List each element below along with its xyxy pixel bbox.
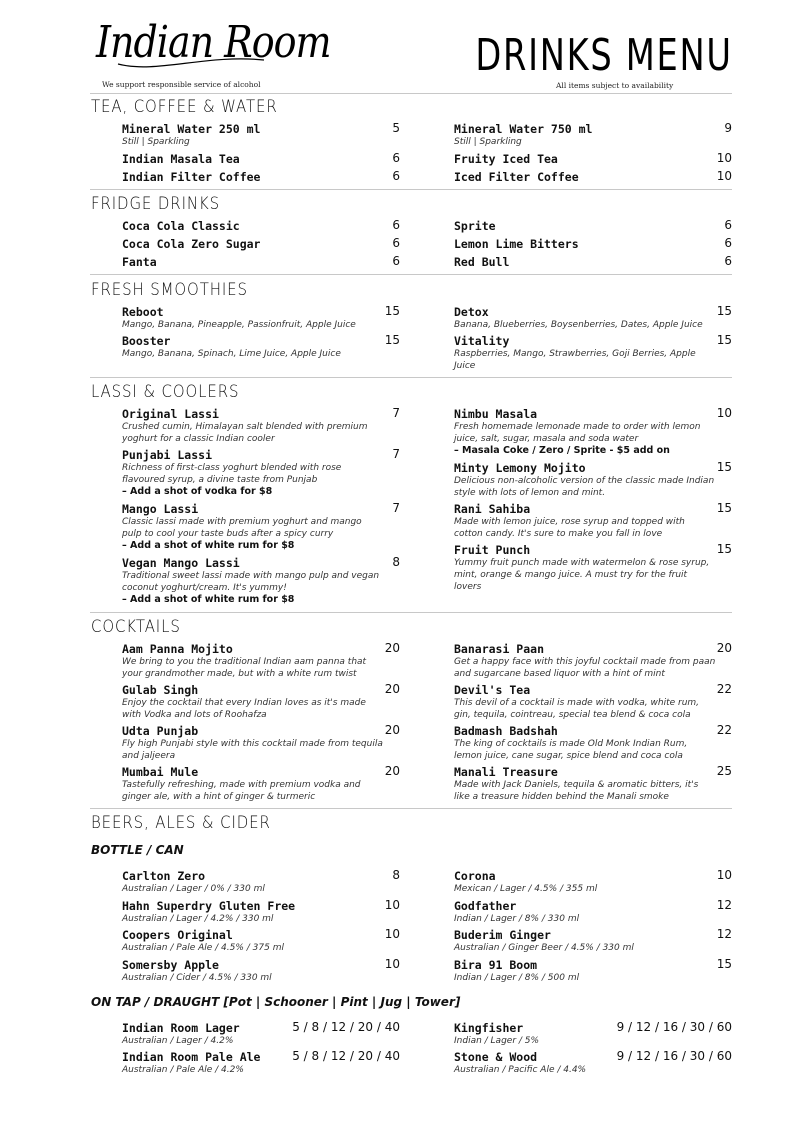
item-desc: Mango, Banana, Pineapple, Passionfruit, Apple Juice [122, 320, 356, 330]
menu-item [122, 556, 384, 606]
item-desc: We bring to you the traditional Indian aam panna that your grandmother made, but with a white rum twist [122, 657, 367, 679]
item-name: Somersby Apple [122, 958, 219, 972]
menu-item [122, 448, 384, 498]
item-name: Mineral Water 250 ml [122, 122, 261, 136]
item-price: 9 / 12 / 16 / 30 / 60 [616, 1049, 732, 1063]
item-price: 10 [716, 868, 732, 882]
item-name: Fanta [122, 255, 157, 269]
item-desc: Australian / Cider / 4.5% / 330 ml [122, 973, 272, 983]
item-price: 6 [392, 151, 400, 165]
menu-item [454, 683, 716, 721]
item-price: 12 [716, 927, 732, 941]
item-name: Coca Cola Classic [122, 219, 240, 233]
item-price: 6 [392, 236, 400, 250]
item-name: Punjabi Lassi [122, 448, 213, 462]
menu-item [122, 237, 384, 251]
item-desc: Indian / Lager / 8% / 500 ml [454, 973, 580, 983]
menu-item [454, 170, 716, 184]
menu-item [454, 152, 716, 166]
item-desc: Raspberries, Mango, Strawberries, Goji Berries, Apple Juice [454, 349, 696, 371]
divider [90, 612, 732, 613]
menu-item [122, 724, 384, 762]
item-name: Original Lassi [122, 407, 219, 421]
item-name: Manali Treasure [454, 765, 558, 779]
item-price: 5 [392, 121, 400, 135]
menu-item [122, 958, 384, 984]
item-price: 5 / 8 / 12 / 20 / 40 [292, 1020, 400, 1034]
item-name: Indian Filter Coffee [122, 170, 261, 184]
item-price: 15 [716, 957, 732, 971]
item-price: 15 [716, 501, 732, 515]
item-price: 10 [716, 151, 732, 165]
item-price: 8 [392, 868, 400, 882]
menu-item [122, 170, 384, 184]
item-desc: Australian / Pale Ale / 4.5% / 375 ml [122, 943, 284, 953]
item-price: 15 [716, 542, 732, 556]
item-name: Mumbai Mule [122, 765, 199, 779]
item-desc: Australian / Ginger Beer / 4.5% / 330 ml [454, 943, 634, 953]
section-title-cocktails: COCKTAILS [91, 617, 181, 637]
item-name: Mineral Water 750 ml [454, 122, 593, 136]
section-title-beers: BEERS, ALES & CIDER [91, 813, 271, 833]
item-name: Kingfisher [454, 1021, 524, 1035]
item-addon: – Masala Coke / Zero / Sprite - $5 add on [454, 445, 670, 456]
menu-item [122, 899, 384, 925]
item-name: Lemon Lime Bitters [454, 237, 579, 251]
subsection-title-bottle: BOTTLE / CAN [91, 843, 184, 857]
divider [90, 377, 732, 378]
item-price: 22 [716, 723, 732, 737]
item-price: 8 [392, 555, 400, 569]
item-name: Mango Lassi [122, 502, 199, 516]
section-title-fridge: FRIDGE DRINKS [91, 194, 221, 214]
item-name: Vegan Mango Lassi [122, 556, 240, 570]
logo-swoosh-icon [116, 52, 266, 72]
item-price: 9 / 12 / 16 / 30 / 60 [616, 1020, 732, 1034]
subsection-title-tap: ON TAP / DRAUGHT [Pot | Schooner | Pint | Jug | Tower] [91, 995, 461, 1009]
item-name: Bira 91 Boom [454, 958, 538, 972]
menu-item [122, 255, 384, 269]
item-desc: Still | Sparkling [454, 137, 522, 147]
item-name: Udta Punjab [122, 724, 199, 738]
item-name: Rani Sahiba [454, 502, 531, 516]
item-price: 10 [384, 898, 400, 912]
menu-item [122, 122, 384, 148]
item-desc: Richness of first-class yoghurt blended with rose flavoured syrup, a divine taste from Punjab [122, 463, 342, 485]
item-name: Indian Masala Tea [122, 152, 240, 166]
menu-item [454, 958, 716, 984]
item-price: 6 [724, 254, 732, 268]
item-addon: – Add a shot of white rum for $8 [122, 594, 295, 605]
item-desc: Get a happy face with this joyful cocktail made from paan and sugarcane based liquor with a hint of mint [454, 657, 716, 679]
item-desc: Tastefully refreshing, made with premium vodka and ginger ale, with a hint of ginger & turmeric [122, 780, 361, 802]
item-desc: Australian / Lager / 0% / 330 ml [122, 884, 265, 894]
logo [96, 14, 331, 89]
item-name: Devil's Tea [454, 683, 531, 697]
item-price: 20 [716, 641, 732, 655]
item-addon: – Add a shot of vodka for $8 [122, 486, 273, 497]
item-desc: Indian / Lager / 5% [454, 1036, 540, 1046]
item-name: Gulab Singh [122, 683, 199, 697]
section-title-tea: TEA, COFFEE & WATER [91, 97, 278, 117]
item-price: 15 [716, 460, 732, 474]
menu-item [454, 334, 716, 372]
menu-item [454, 219, 716, 233]
menu-item [454, 765, 716, 803]
menu-item [454, 869, 716, 895]
menu-item [454, 502, 716, 540]
item-price: 7 [392, 501, 400, 515]
item-desc: Made with Jack Daniels, tequila & aromatic bitters, it's like a treasure hidden behind the Manali smoke [454, 780, 699, 802]
divider [90, 93, 732, 94]
item-price: 20 [384, 641, 400, 655]
item-desc: Fly high Punjabi style with this cocktail made from tequila and jaljeera [122, 739, 383, 761]
item-desc: Crushed cumin, Himalayan salt blended with premium yoghurt for a classic Indian cooler [122, 422, 368, 444]
item-price: 20 [384, 764, 400, 778]
item-price: 10 [384, 957, 400, 971]
menu-item [122, 502, 384, 552]
page-subtitle: All items subject to availability [556, 81, 674, 90]
item-desc: Indian / Lager / 8% / 330 ml [454, 914, 580, 924]
item-name: Coopers Original [122, 928, 233, 942]
item-desc: Still | Sparkling [122, 137, 190, 147]
item-name: Stone & Wood [454, 1050, 538, 1064]
item-price: 22 [716, 682, 732, 696]
item-price: 9 [724, 121, 732, 135]
item-name: Coca Cola Zero Sugar [122, 237, 261, 251]
section-title-smoothies: FRESH SMOOTHIES [91, 280, 248, 300]
item-name: Minty Lemony Mojito [454, 461, 586, 475]
menu-item [122, 219, 384, 233]
menu-item [122, 642, 384, 680]
item-addon: – Add a shot of white rum for $8 [122, 540, 295, 551]
item-name: Reboot [122, 305, 164, 319]
menu-item [122, 305, 384, 331]
item-price: 15 [384, 333, 400, 347]
item-desc: Enjoy the cocktail that every Indian loves as it's made with Vodka and lots of Roohafza [122, 698, 366, 720]
menu-item [454, 237, 716, 251]
section-title-lassi: LASSI & COOLERS [91, 382, 240, 402]
item-name: Badmash Badshah [454, 724, 558, 738]
item-price: 15 [716, 304, 732, 318]
logo-text: Indian Room [96, 16, 331, 68]
item-desc: Traditional sweet lassi made with mango pulp and vegan coconut yoghurt/cream. It's yummy! [122, 571, 380, 593]
item-name: Booster [122, 334, 171, 348]
item-name: Iced Filter Coffee [454, 170, 579, 184]
item-desc: Mango, Banana, Spinach, Lime Juice, Apple Juice [122, 349, 341, 359]
menu-item [122, 152, 384, 166]
item-desc: Made with lemon juice, rose syrup and topped with cotton candy. It's sure to make you fall in love [454, 517, 685, 539]
menu-item [454, 543, 716, 593]
item-desc: Fresh homemade lemonade made to order with lemon juice, salt, sugar, masala and soda water [454, 422, 701, 444]
item-name: Red Bull [454, 255, 510, 269]
menu-item [454, 305, 716, 331]
item-name: Buderim Ginger [454, 928, 551, 942]
item-desc: Banana, Blueberries, Boysenberries, Dates, Apple Juice [454, 320, 703, 330]
item-name: Indian Room Lager [122, 1021, 240, 1035]
item-price: 10 [716, 169, 732, 183]
item-name: Sprite [454, 219, 496, 233]
item-name: Fruity Iced Tea [454, 152, 558, 166]
item-price: 6 [724, 218, 732, 232]
menu-item [122, 869, 384, 895]
item-name: Indian Room Pale Ale [122, 1050, 261, 1064]
item-desc: Australian / Pale Ale / 4.2% [122, 1065, 244, 1075]
menu-item [454, 724, 716, 762]
item-price: 12 [716, 898, 732, 912]
item-desc: Australian / Pacific Ale / 4.4% [454, 1065, 587, 1075]
item-name: Aam Panna Mojito [122, 642, 233, 656]
menu-item [122, 928, 384, 954]
item-name: Carlton Zero [122, 869, 206, 883]
page-title: DRINKS MENU [475, 30, 733, 81]
menu-item [122, 334, 384, 360]
item-price: 6 [392, 218, 400, 232]
item-name: Hahn Superdry Gluten Free [122, 899, 296, 913]
item-desc: Classic lassi made with premium yoghurt and mango pulp to cool your taste buds after a spicy curry [122, 517, 362, 539]
item-desc: Australian / Lager / 4.2% / 330 ml [122, 914, 274, 924]
item-price: 6 [392, 254, 400, 268]
menu-item [454, 255, 716, 269]
item-price: 15 [716, 333, 732, 347]
item-price: 20 [384, 682, 400, 696]
item-desc: The king of cocktails is made Old Monk Indian Rum, lemon juice, cane sugar, spice blend and coca cola [454, 739, 688, 761]
item-price: 10 [384, 927, 400, 941]
item-price: 6 [724, 236, 732, 250]
menu-item [454, 928, 716, 954]
menu-item [454, 122, 716, 148]
divider [90, 274, 732, 275]
item-name: Fruit Punch [454, 543, 531, 557]
item-name: Godfather [454, 899, 517, 913]
item-name: Nimbu Masala [454, 407, 538, 421]
item-price: 7 [392, 406, 400, 420]
item-desc: Mexican / Lager / 4.5% / 355 ml [454, 884, 598, 894]
item-name: Corona [454, 869, 496, 883]
item-desc: Yummy fruit punch made with watermelon & rose syrup, mint, orange & mango juice. A must try for the fruit lovers [454, 558, 710, 592]
menu-item [454, 899, 716, 925]
menu-item [122, 407, 384, 445]
item-price: 6 [392, 169, 400, 183]
item-price: 20 [384, 723, 400, 737]
item-price: 7 [392, 447, 400, 461]
menu-item [454, 461, 716, 499]
item-price: 5 / 8 / 12 / 20 / 40 [292, 1049, 400, 1063]
menu-item [454, 407, 716, 457]
item-name: Detox [454, 305, 489, 319]
menu-item [122, 683, 384, 721]
divider [90, 189, 732, 190]
item-price: 25 [716, 764, 732, 778]
item-price: 10 [716, 406, 732, 420]
item-price: 15 [384, 304, 400, 318]
menu-item [122, 765, 384, 803]
divider [90, 808, 732, 809]
item-desc: Delicious non-alcoholic version of the classic made Indian style with lots of lemon and mint. [454, 476, 715, 498]
menu-item [454, 642, 716, 680]
item-desc: This devil of a cocktail is made with vodka, white rum, gin, tequila, cointreau, special tea blend & coca cola [454, 698, 700, 720]
item-desc: Australian / Lager / 4.2% [122, 1036, 234, 1046]
item-name: Vitality [454, 334, 510, 348]
logo-tagline: We support responsible service of alcohol [102, 80, 261, 89]
item-name: Banarasi Paan [454, 642, 545, 656]
